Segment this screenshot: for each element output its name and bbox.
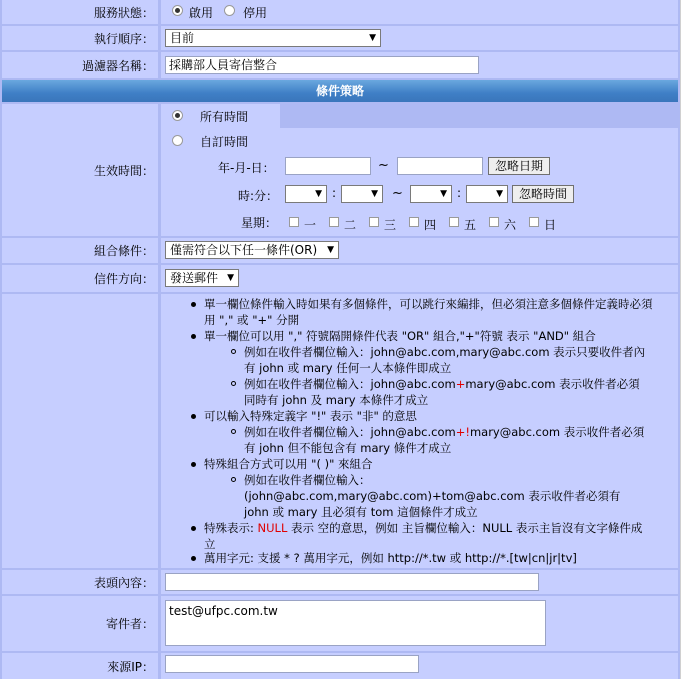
instruction-item: 特殊表示: NULL 表示 空的意思，例如 主旨欄位輸入：NULL 表示主旨沒有文字條件成	[204, 521, 643, 535]
instruction-item-cont: 立	[204, 537, 216, 551]
direction-cell	[161, 265, 678, 292]
time-colon-1: :	[332, 186, 337, 200]
chevron-down-icon: ▼	[315, 189, 322, 199]
section-header: 條件策略	[2, 80, 678, 102]
instruction-subitem-cont: john 或 mary 且必須有 tom 這個條件才成立	[244, 505, 478, 519]
weekday-sun-label: 日	[544, 218, 557, 232]
weekday-thu-checkbox[interactable]	[409, 217, 419, 227]
header-content-label: 表頭內容：	[2, 570, 158, 594]
status-enabled-label: 啟用	[189, 6, 214, 20]
header-content-input[interactable]	[165, 573, 539, 591]
start-minute-select[interactable]	[341, 185, 383, 203]
filter-name-input[interactable]: 採購部人員寄信整合	[165, 56, 479, 74]
date-end-input[interactable]	[397, 157, 483, 175]
custom-time-label: 自訂時間	[200, 135, 249, 149]
sender-label: 寄件者：	[2, 596, 158, 651]
chevron-down-icon: ▼	[371, 189, 378, 199]
instruction-item: 單一欄位可以用 "," 符號隔開條件代表 "OR" 組合,"+"符號 表示 "AND" 組合	[204, 329, 596, 343]
combine-label: 組合條件：	[2, 238, 158, 263]
status-label: 服務狀態：	[2, 0, 158, 24]
order-label: 執行順序：	[2, 26, 158, 50]
instruction-item: 萬用字元: 支援 * ? 萬用字元，例如 http://*.tw 或 http://*.[tw|cn|jr|tv]	[204, 551, 577, 565]
all-time-label: 所有時間	[200, 110, 249, 124]
weekday-wed-checkbox[interactable]	[369, 217, 379, 227]
weekday-tue-checkbox[interactable]	[329, 217, 339, 227]
weekday-mon-checkbox[interactable]	[289, 217, 299, 227]
status-disabled-radio[interactable]	[224, 5, 235, 16]
time-colon-2: :	[457, 186, 462, 200]
chevron-down-icon: ▼	[227, 273, 234, 283]
source-ip-label: 來源IP：	[2, 653, 158, 679]
start-hour-select[interactable]	[285, 185, 327, 203]
instruction-item: 特殊組合方式可以用 "( )" 來組合	[204, 457, 373, 471]
time-label: 時:分：	[238, 189, 279, 203]
direction-label: 信件方向：	[2, 265, 158, 292]
week-label: 星期：	[241, 216, 278, 230]
combine-select[interactable]: 僅需符合以下任一條件(OR) ▼	[165, 241, 339, 259]
ignore-time-button[interactable]: 忽略時間	[512, 185, 574, 203]
instruction-subitem: 例如在收件者欄位輸入：john@abc.com,mary@abc.com 表示只要收件者內	[244, 345, 646, 359]
time-tilde: ~	[392, 186, 403, 201]
weekday-mon-label: 一	[304, 218, 317, 232]
custom-time-cell	[161, 128, 678, 236]
filter-name-cell	[161, 52, 678, 78]
chevron-down-icon: ▼	[369, 33, 376, 43]
chevron-down-icon: ▼	[496, 189, 503, 199]
weekday-sun-checkbox[interactable]	[529, 217, 539, 227]
date-label: 年-月-日：	[218, 161, 275, 175]
all-time-cell	[161, 104, 280, 128]
instruction-subitem: 例如在收件者欄位輸入：john@abc.com+mary@abc.com 表示收件者必須	[244, 377, 640, 391]
effective-time-label: 生效時間：	[2, 104, 158, 236]
instruction-subitem: 例如在收件者欄位輸入：	[244, 473, 371, 487]
status-enabled-radio[interactable]	[172, 5, 183, 16]
weekday-fri-checkbox[interactable]	[449, 217, 459, 227]
instructions-label-cell	[2, 294, 158, 568]
instruction-subitem-cont: (john@abc.com,mary@abc.com)+tom@abc.com 表示收件者必須有	[244, 489, 621, 503]
custom-time-radio[interactable]	[172, 135, 183, 146]
vertical-scrollbar[interactable]	[680, 0, 692, 679]
date-start-input[interactable]	[285, 157, 371, 175]
sender-textarea[interactable]: test@ufpc.com.tw	[165, 600, 546, 646]
ignore-date-button[interactable]: 忽略日期	[488, 157, 550, 175]
chevron-down-icon: ▼	[327, 245, 334, 255]
instruction-subitem-cont: 有 john 或 mary 任何一人本條件即成立	[244, 361, 452, 375]
weekday-sat-label: 六	[504, 218, 517, 232]
weekday-thu-label: 四	[424, 218, 437, 232]
end-minute-select[interactable]	[466, 185, 508, 203]
source-ip-input[interactable]	[165, 655, 419, 673]
all-time-radio[interactable]	[172, 110, 183, 121]
instruction-item: 可以輸入特殊定義字 "!" 表示 "非" 的意思	[204, 409, 417, 423]
instruction-subitem-cont: 同時有 john 及 mary 本條件才成立	[244, 393, 429, 407]
status-options	[161, 0, 678, 24]
order-select[interactable]: 目前 ▼	[165, 29, 381, 47]
source-ip-cell	[161, 653, 678, 679]
combine-cell	[161, 238, 678, 263]
filter-name-label: 過濾器名稱：	[2, 52, 158, 78]
instructions-panel	[161, 294, 678, 568]
order-cell	[161, 26, 678, 50]
status-disabled-label: 停用	[243, 6, 268, 20]
weekday-tue-label: 二	[344, 218, 357, 232]
header-content-cell	[161, 570, 678, 594]
instruction-item: 單一欄位條件輸入時如果有多個條件，可以跳行來編排，但必須注意多個條件定義時必須	[204, 297, 653, 311]
instruction-item-cont: 用 "," 或 "+" 分開	[204, 313, 300, 327]
weekday-fri-label: 五	[464, 218, 477, 232]
direction-select[interactable]: 發送郵件 ▼	[165, 269, 239, 287]
instruction-subitem-cont: 有 john 但不能包含有 mary 條件才成立	[244, 441, 452, 455]
weekday-wed-label: 三	[384, 218, 397, 232]
weekday-sat-checkbox[interactable]	[489, 217, 499, 227]
chevron-down-icon: ▼	[440, 189, 447, 199]
date-tilde: ~	[378, 158, 389, 173]
end-hour-select[interactable]	[410, 185, 452, 203]
instruction-subitem: 例如在收件者欄位輸入：john@abc.com+!mary@abc.com 表示收件者必須	[244, 425, 645, 439]
sender-cell	[161, 596, 678, 651]
